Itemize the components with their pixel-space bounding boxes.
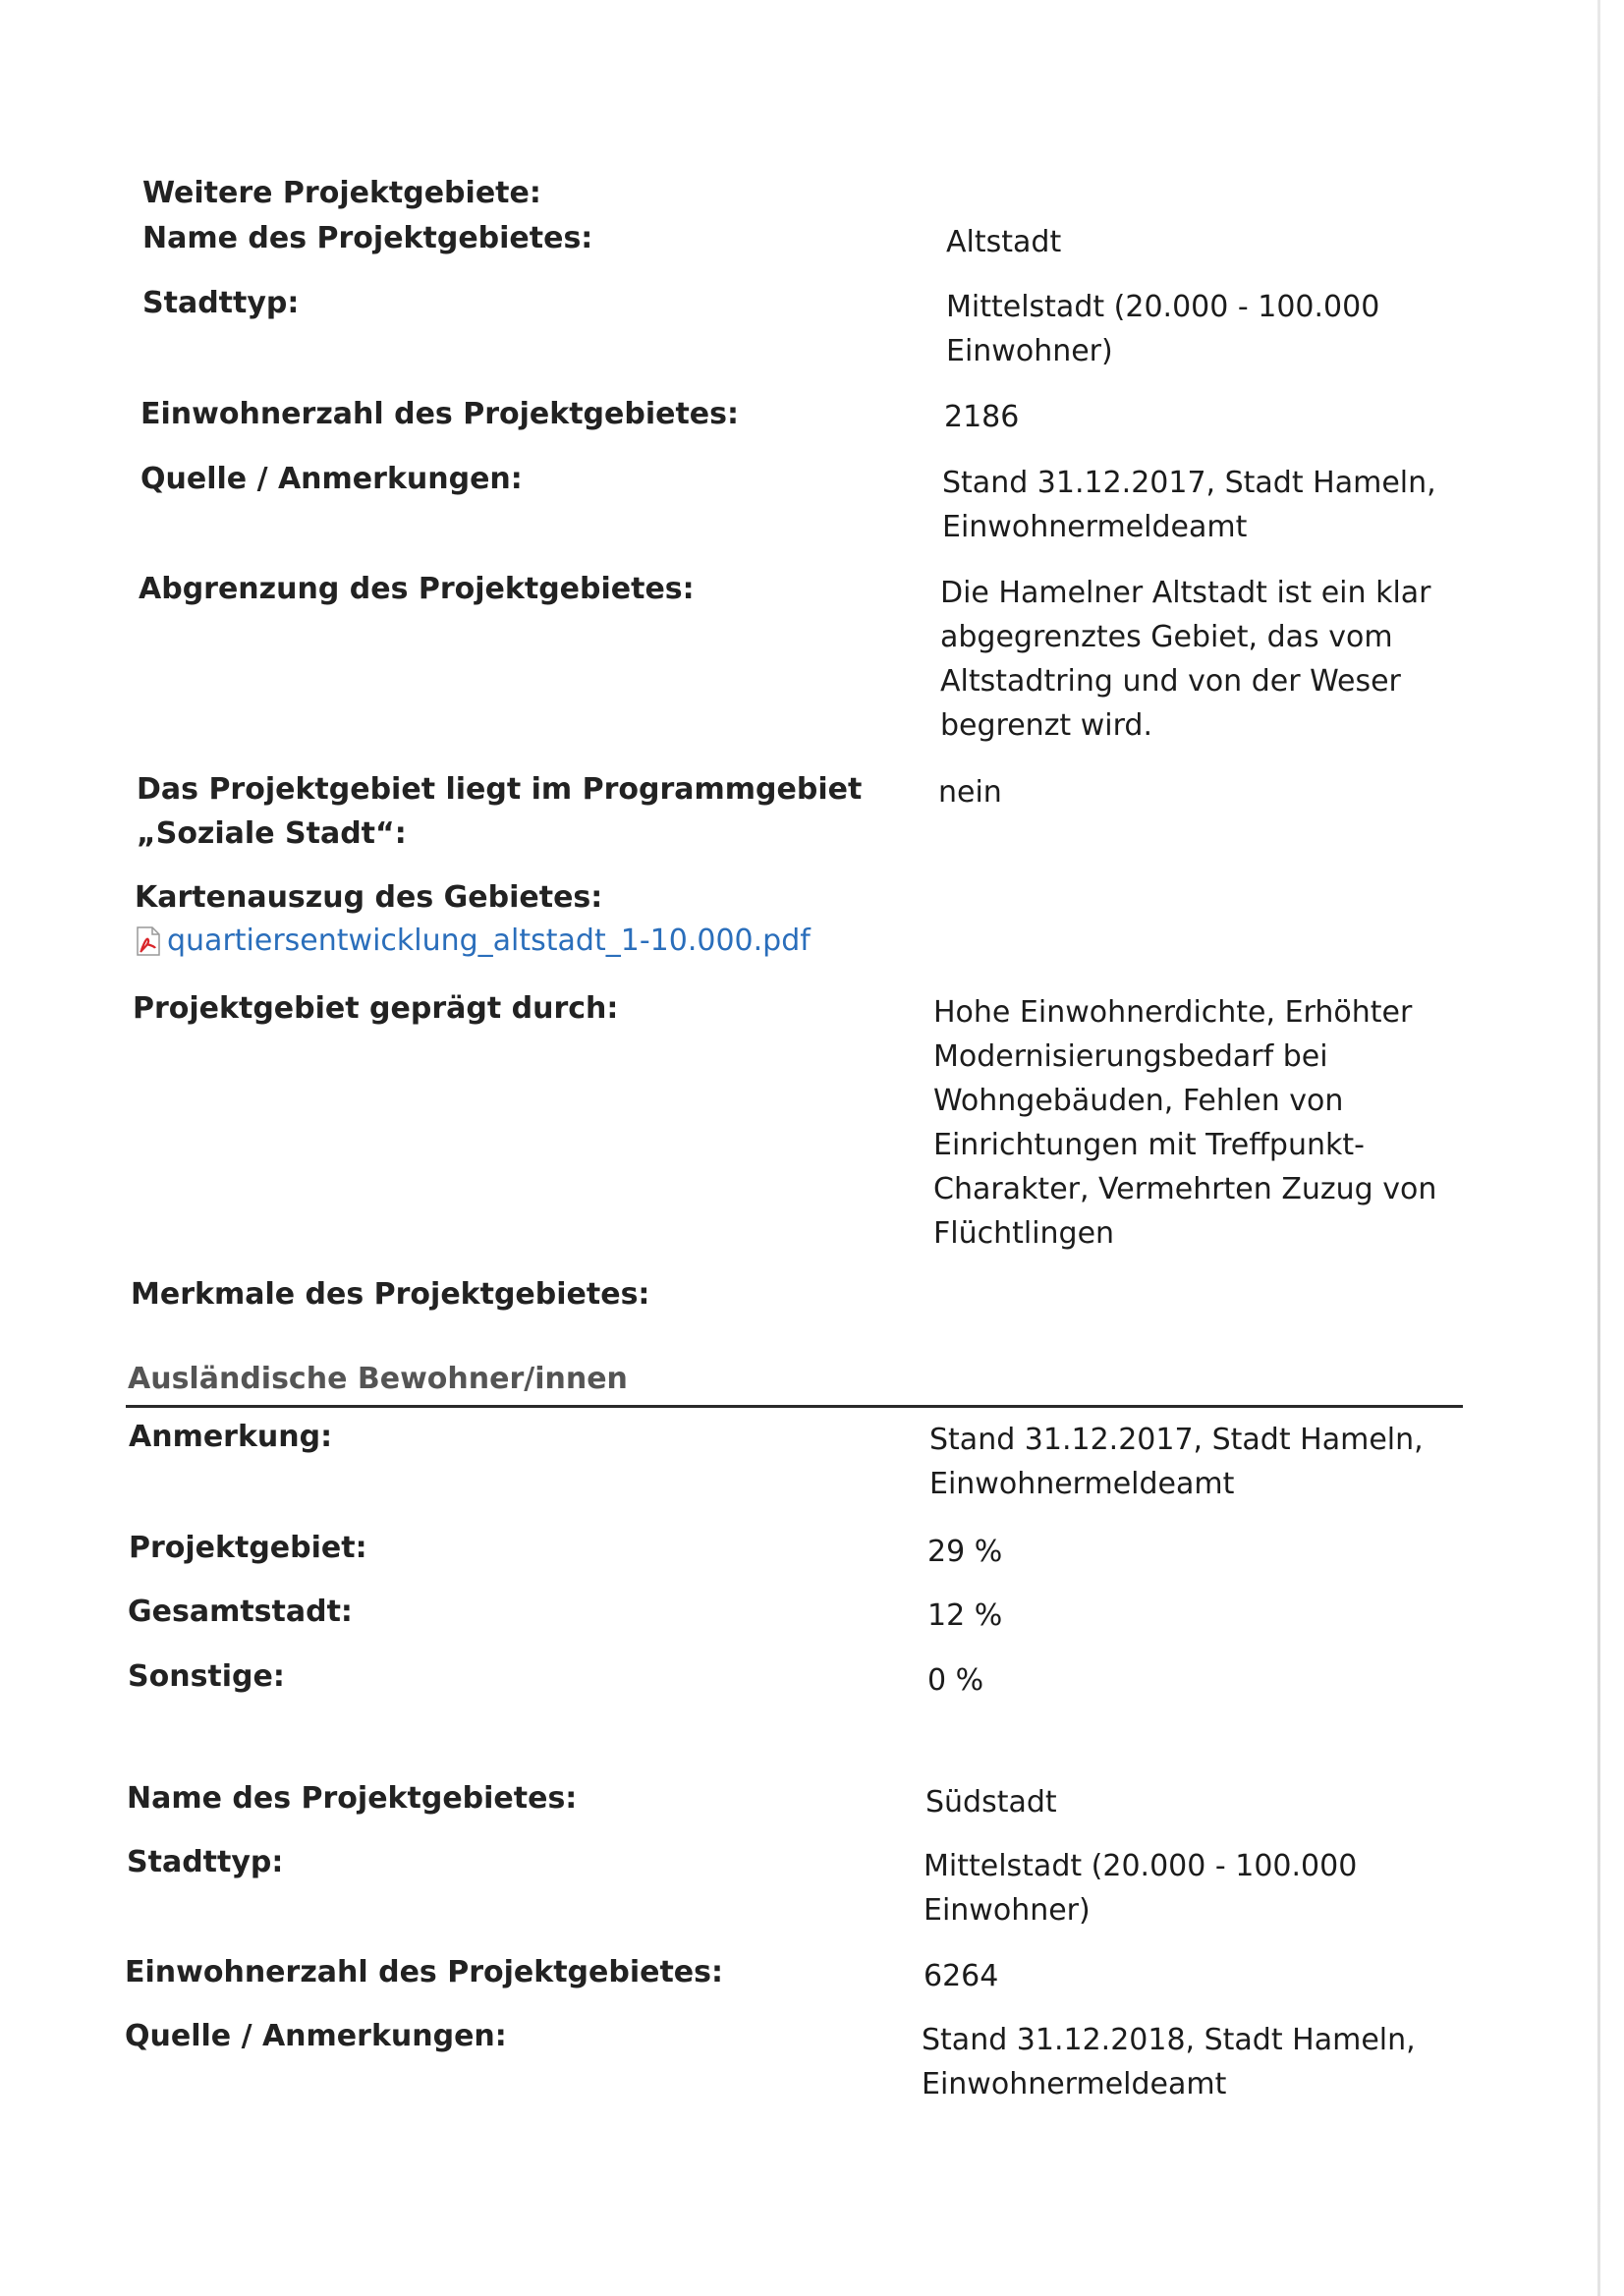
area1-shaped-value: Hohe Einwohnerdichte, Erhöhter Modernisierungsbedarf bei Wohngebäuden, Fehlen von Einrichtungen mit Treffpunkt- Charakter, Vermehrten Zuzug von Flüchtlingen bbox=[933, 995, 1437, 1251]
foreign-note-label: Anmerkung: bbox=[129, 1420, 333, 1454]
area1-name-label: Name des Projektgebietes: bbox=[142, 221, 593, 255]
area1-shaped-label: Projektgebiet geprägt durch: bbox=[133, 991, 619, 1026]
foreign-other-label: Sonstige: bbox=[128, 1659, 285, 1694]
area1-boundary-value: Die Hamelner Altstadt ist ein klar abgegrenztes Gebiet, das vom Altstadtring und von der Weser begrenzt wird. bbox=[940, 576, 1431, 743]
area1-social-label: Das Projektgebiet liegt im Programmgebiet „Soziale Stadt“: bbox=[137, 772, 863, 851]
foreign-project-value: 29 % bbox=[927, 1535, 1003, 1569]
pdf-file-icon bbox=[136, 926, 161, 956]
foreign-section-title: Ausländische Bewohner/innen bbox=[128, 1362, 628, 1396]
area1-type-value: Mittelstadt (20.000 - 100.000 Einwohner) bbox=[946, 290, 1380, 368]
area1-source-label: Quelle / Anmerkungen: bbox=[140, 462, 523, 496]
map-pdf-link[interactable] bbox=[136, 919, 811, 963]
area1-type-label: Stadttyp: bbox=[142, 286, 300, 320]
foreign-city-value: 12 % bbox=[927, 1598, 1003, 1633]
foreign-city-label: Gesamtstadt: bbox=[128, 1595, 353, 1629]
foreign-other-value: 0 % bbox=[927, 1663, 984, 1698]
area2-pop-value: 6264 bbox=[924, 1959, 999, 1993]
section-heading: Weitere Projektgebiete: bbox=[142, 176, 541, 210]
area2-source-label: Quelle / Anmerkungen: bbox=[125, 2019, 507, 2053]
area1-pop-label: Einwohnerzahl des Projektgebietes: bbox=[140, 397, 740, 431]
area2-name-label: Name des Projektgebietes: bbox=[127, 1781, 578, 1816]
map-pdf-filename: quartiersentwicklung_altstadt_1-10.000.pdf bbox=[167, 924, 811, 958]
area2-type-value: Mittelstadt (20.000 - 100.000 Einwohner) bbox=[924, 1849, 1358, 1928]
scan-edge-line bbox=[1597, 0, 1600, 2296]
area1-social-value: nein bbox=[938, 775, 1002, 810]
area1-name-value: Altstadt bbox=[946, 225, 1062, 259]
area2-pop-label: Einwohnerzahl des Projektgebietes: bbox=[125, 1955, 724, 1989]
area1-map-label: Kartenauszug des Gebietes: bbox=[135, 880, 603, 915]
area2-type-label: Stadttyp: bbox=[127, 1845, 284, 1879]
area1-source-value: Stand 31.12.2017, Stadt Hameln, Einwohnermeldeamt bbox=[942, 466, 1436, 544]
foreign-note-value: Stand 31.12.2017, Stadt Hameln, Einwohnermeldeamt bbox=[929, 1423, 1424, 1501]
section-divider bbox=[126, 1405, 1463, 1408]
area1-boundary-label: Abgrenzung des Projektgebietes: bbox=[139, 572, 695, 606]
area1-features-label: Merkmale des Projektgebietes: bbox=[131, 1277, 650, 1312]
area2-source-value: Stand 31.12.2018, Stadt Hameln, Einwohnermeldeamt bbox=[922, 2023, 1416, 2101]
foreign-project-label: Projektgebiet: bbox=[129, 1531, 367, 1565]
area1-pop-value: 2186 bbox=[944, 400, 1020, 434]
area2-name-value: Südstadt bbox=[925, 1785, 1057, 1820]
